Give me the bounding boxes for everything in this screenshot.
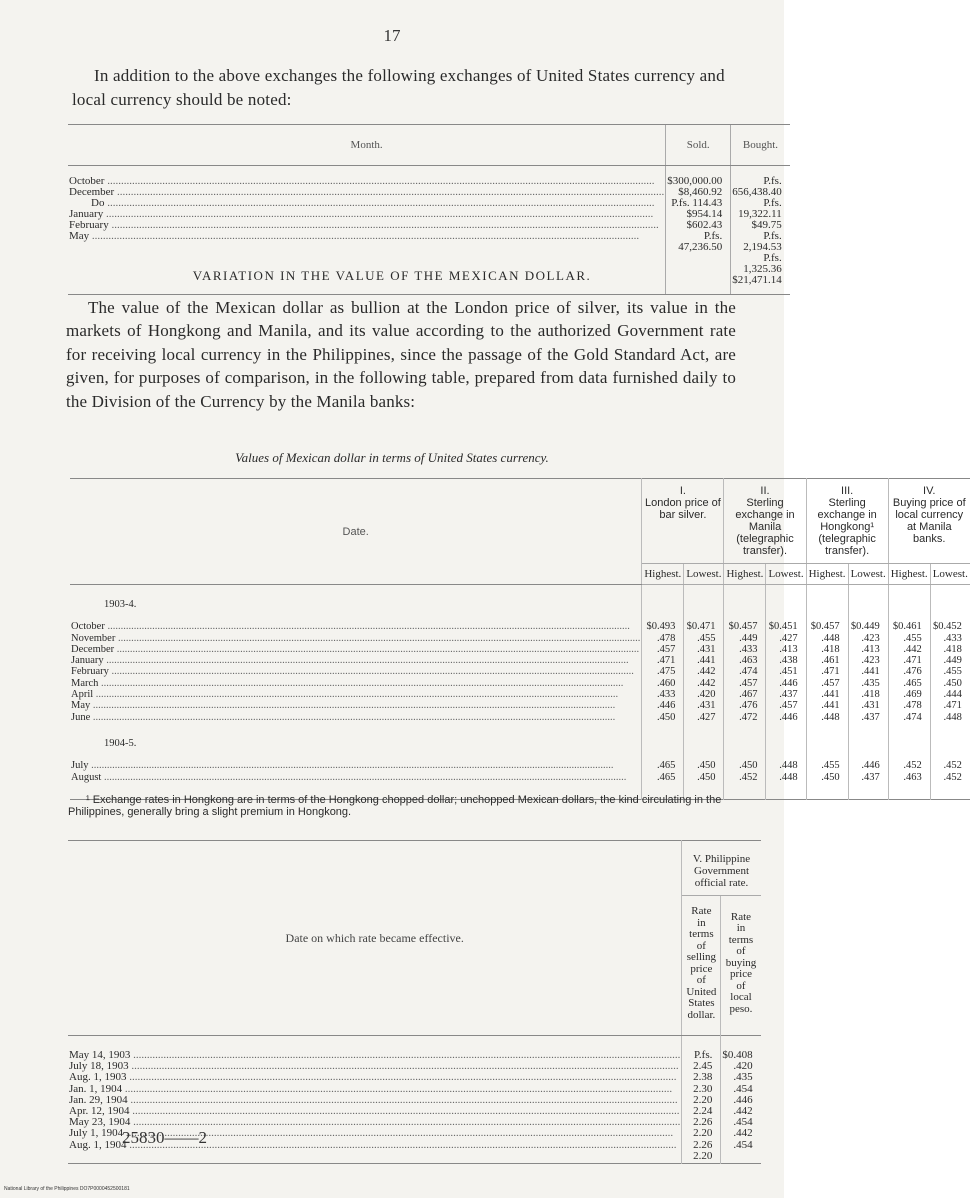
- value-cell: .471: [943, 700, 962, 712]
- group-title: Sterling exchange in Manila (telegraphic transfer).: [735, 497, 795, 557]
- value-cell: .446: [656, 700, 676, 712]
- date-cell: Aug. 1, 1903 .....: [69, 1072, 680, 1083]
- value-cell: .471: [656, 655, 676, 667]
- month-cell: August .....: [71, 772, 640, 783]
- value-column: [806, 620, 848, 724]
- month-cell: July .....: [71, 760, 640, 771]
- value-column: [848, 620, 888, 724]
- group-number: I.: [679, 485, 686, 497]
- sold-cell: P.fs. 114.43: [671, 197, 723, 209]
- value-cell: .450: [943, 677, 962, 689]
- value-cell: .452: [943, 760, 962, 772]
- value-cell: .465: [656, 771, 676, 783]
- sold-cell: P.fs. 47,236.50: [678, 230, 723, 253]
- official-rate-table: [68, 840, 761, 1164]
- month-cell: May .....: [71, 700, 640, 711]
- rate-cell: .442: [733, 1105, 753, 1118]
- month-cell: December .....: [71, 644, 640, 655]
- rate-cell: .435: [733, 1071, 753, 1084]
- value-cell: .418: [821, 643, 840, 655]
- value-cell: .442: [697, 677, 716, 689]
- value-cell: .433: [739, 643, 758, 655]
- month-cell: February .....: [71, 666, 640, 677]
- archive-footer: National Library of the Philippines DO7P0000452500181: [4, 1186, 130, 1192]
- value-cell: $0.457: [810, 621, 840, 633]
- signature-mark: 25830——2: [122, 1128, 207, 1147]
- value-cell: .450: [697, 760, 716, 772]
- value-cell: .433: [943, 632, 962, 644]
- sold-cell: $954.14: [686, 208, 723, 220]
- value-cell: .452: [943, 771, 962, 783]
- footnote: ¹ Exchange rates in Hongkong are in terms of the Hongkong chopped dollar; unchopped Mexican dollars, the kind circulating in the Philippines, generally bring a slight premium in Hongkong.: [68, 794, 722, 818]
- value-column: [766, 759, 806, 799]
- body-paragraph: The value of the Mexican dollar as bullion at the London price of silver, its value in the markets of Hongkong and Manila, and its value according to the authorized Government rate for receiving local currency in the Philippines, since the passage of the Gold Standard Act, are given, for purposes of comparison, in the following table, prepared from data furnished daily to the Division of the Currency by the Manila banks:: [66, 298, 736, 411]
- value-cell: $0.457: [728, 621, 758, 633]
- value-cell: $0.493: [646, 621, 676, 633]
- value-cell: .457: [821, 677, 840, 689]
- value-cell: .420: [697, 689, 716, 701]
- value-cell: .448: [779, 771, 798, 783]
- bought-cell: P.fs. 2,194.53: [743, 230, 782, 253]
- buying-rate-column: [721, 1036, 761, 1164]
- value-cell: .442: [697, 666, 716, 678]
- intro-paragraph: In addition to the above exchanges the following exchanges of United States currency and local currency should be noted:: [72, 66, 725, 109]
- value-cell: .449: [943, 655, 962, 667]
- group-title: Buying price of local currency at Manila banks.: [892, 497, 966, 545]
- rate-cell: 2.20: [693, 1127, 713, 1140]
- month-cell: Do .....: [69, 198, 664, 209]
- value-cell: .444: [943, 689, 962, 701]
- value-cell: .450: [821, 771, 840, 783]
- month-cell: December .....: [69, 187, 664, 198]
- date-cell: July 1, 1904 .....: [69, 1128, 680, 1139]
- value-cell: .463: [903, 771, 922, 783]
- value-column: [888, 759, 930, 799]
- value-cell: .446: [861, 760, 880, 772]
- month-header: Month.: [68, 125, 666, 166]
- bought-cell: P.fs. 1,325.36: [743, 252, 782, 275]
- value-cell: .423: [861, 655, 880, 667]
- value-cell: .469: [903, 689, 922, 701]
- value-cell: .465: [903, 677, 922, 689]
- rate-cell: 2.26: [693, 1116, 713, 1129]
- rate-cell: $0.408: [722, 1049, 753, 1061]
- highest-header: Highest.: [806, 564, 848, 585]
- bought-cell: P.fs. 656,438.40: [732, 175, 782, 198]
- rate-cell: .454: [733, 1082, 753, 1095]
- month-cell: October .....: [71, 621, 640, 632]
- value-cell: .413: [779, 643, 798, 655]
- rate-cell: 2.20: [693, 1093, 713, 1106]
- value-cell: .452: [903, 760, 922, 772]
- group-number: II.: [760, 485, 770, 497]
- date-cell: Jan. 29, 1904 .....: [69, 1095, 680, 1106]
- value-cell: .441: [861, 666, 880, 678]
- value-cell: .413: [861, 643, 880, 655]
- value-cell: .448: [821, 711, 840, 723]
- rate-cell: 2.24: [693, 1105, 713, 1118]
- value-cell: .471: [903, 655, 922, 667]
- value-cell: .448: [943, 711, 962, 723]
- date-cell: Apr. 12, 1904 .....: [69, 1106, 680, 1117]
- group-number: III.: [841, 485, 854, 497]
- value-column: [806, 759, 848, 799]
- bought-cell: $49.75: [751, 219, 782, 231]
- highest-header: Highest.: [724, 564, 766, 585]
- lowest-header: Lowest.: [766, 564, 806, 585]
- value-cell: .478: [656, 632, 676, 644]
- effective-date-header: Date on which rate became effective.: [68, 841, 682, 1036]
- lowest-header: Lowest.: [684, 564, 724, 585]
- page-number: 17: [383, 26, 401, 45]
- sold-cell: $300,000.00: [667, 175, 723, 187]
- value-cell: .475: [656, 666, 676, 678]
- value-column: [684, 620, 724, 724]
- value-column: [930, 759, 970, 799]
- month-cell: February .....: [69, 220, 664, 231]
- value-cell: .450: [656, 711, 676, 723]
- group-header: [724, 479, 806, 564]
- value-column: [888, 620, 930, 724]
- value-cell: .450: [697, 771, 716, 783]
- month-cell: April .....: [71, 689, 640, 700]
- month-cell: January .....: [69, 209, 664, 220]
- selling-rate-header: Rate in terms of selling price of United States dollar.: [682, 896, 721, 1036]
- lowest-header: Lowest.: [848, 564, 888, 585]
- value-cell: .446: [779, 711, 798, 723]
- month-cell: October .....: [69, 176, 664, 187]
- year-label: 1903-4.: [70, 585, 642, 621]
- value-cell: .437: [861, 771, 880, 783]
- value-cell: .455: [821, 760, 840, 772]
- rate-cell: .446: [733, 1093, 753, 1106]
- value-cell: .455: [943, 666, 962, 678]
- rate-cell: .454: [733, 1116, 753, 1129]
- highest-header: Highest.: [888, 564, 930, 585]
- month-cell: January .....: [71, 655, 640, 666]
- value-cell: .452: [739, 771, 758, 783]
- value-cell: .457: [656, 643, 676, 655]
- rate-cell: .454: [733, 1138, 753, 1151]
- date-cell: July 18, 1903 .....: [69, 1061, 680, 1072]
- value-cell: .476: [903, 666, 922, 678]
- value-cell: .442: [903, 643, 922, 655]
- value-cell: .433: [656, 689, 676, 701]
- value-cell: .455: [903, 632, 922, 644]
- value-cell: .437: [861, 711, 880, 723]
- rate-cell: P.fs. 2.45: [693, 1049, 713, 1073]
- value-cell: .441: [697, 655, 716, 667]
- value-cell: $0.452: [932, 621, 962, 633]
- value-cell: .460: [656, 677, 676, 689]
- value-cell: .474: [739, 666, 758, 678]
- lowest-header: Lowest.: [930, 564, 970, 585]
- value-column: [848, 759, 888, 799]
- group-number: IV.: [923, 485, 936, 497]
- section-heading: VARIATION IN THE VALUE OF THE MEXICAN DOLLAR.: [192, 268, 592, 283]
- rate-cell: 2.20: [693, 1149, 713, 1162]
- value-cell: .437: [779, 689, 798, 701]
- value-cell: .474: [903, 711, 922, 723]
- bought-cell: $21,471.14: [732, 274, 782, 286]
- value-cell: .471: [821, 666, 840, 678]
- bought-header: Bought.: [731, 125, 790, 166]
- official-rate-header: V. Philippine Government official rate.: [682, 841, 761, 896]
- value-cell: .457: [779, 700, 798, 712]
- rate-cell: 2.26: [693, 1138, 713, 1151]
- month-column: [70, 620, 642, 724]
- value-cell: .423: [861, 632, 880, 644]
- date-cell: May 14, 1903 .....: [69, 1050, 680, 1061]
- group-title: London price of bar silver.: [644, 497, 721, 521]
- value-cell: .465: [656, 760, 676, 772]
- group-header: [642, 479, 724, 564]
- buying-rate-header: Rate in terms of buying price of local peso.: [725, 910, 757, 1015]
- month-cell: June .....: [71, 712, 640, 723]
- date-cell: Aug. 1, 1904 .....: [69, 1140, 680, 1151]
- bought-cell: P.fs. 19,322.11: [738, 197, 782, 220]
- rate-cell: 2.38: [693, 1071, 713, 1084]
- date-cell: May 23, 1904 .....: [69, 1117, 680, 1128]
- value-cell: .455: [697, 632, 716, 644]
- group-header: [806, 479, 888, 564]
- group-title: Sterling exchange in Hongkong¹ (telegraphic transfer).: [817, 497, 877, 557]
- value-cell: .476: [739, 700, 758, 712]
- table-caption: Values of Mexican dollar in terms of United States currency.: [235, 450, 549, 465]
- value-cell: .448: [779, 760, 798, 772]
- date-header: Date.: [70, 479, 642, 585]
- rate-cell: .420: [733, 1060, 753, 1073]
- value-cell: .450: [739, 760, 758, 772]
- value-cell: .461: [821, 655, 840, 667]
- value-column: [642, 620, 684, 724]
- value-cell: .451: [779, 666, 798, 678]
- month-cell: March .....: [71, 678, 640, 689]
- value-cell: $0.471: [686, 621, 716, 633]
- sold-cell: $8,460.92: [678, 186, 723, 198]
- value-cell: .435: [861, 677, 880, 689]
- value-cell: .463: [739, 655, 758, 667]
- value-cell: .478: [903, 700, 922, 712]
- value-cell: .418: [943, 643, 962, 655]
- value-cell: $0.461: [892, 621, 922, 633]
- date-cell: Jan. 1, 1904 .....: [69, 1084, 680, 1095]
- value-cell: .457: [739, 677, 758, 689]
- value-cell: .449: [739, 632, 758, 644]
- year-label: 1904-5.: [70, 724, 642, 759]
- value-cell: .431: [861, 700, 880, 712]
- rate-cell: 2.30: [693, 1082, 713, 1095]
- value-cell: .448: [821, 632, 840, 644]
- sold-cell: $602.43: [686, 219, 723, 231]
- value-cell: .427: [697, 711, 716, 723]
- value-cell: .427: [779, 632, 798, 644]
- value-cell: $0.451: [768, 621, 798, 633]
- value-cell: $0.449: [850, 621, 880, 633]
- value-cell: .441: [821, 700, 840, 712]
- value-cell: .467: [739, 689, 758, 701]
- value-cell: .438: [779, 655, 798, 667]
- rate-cell: .442: [733, 1127, 753, 1140]
- value-cell: .431: [697, 643, 716, 655]
- value-cell: .431: [697, 700, 716, 712]
- value-cell: .472: [739, 711, 758, 723]
- month-cell: November .....: [71, 633, 640, 644]
- sold-header: Sold.: [666, 125, 731, 166]
- value-cell: .446: [779, 677, 798, 689]
- value-column: [930, 620, 970, 724]
- value-cell: .418: [861, 689, 880, 701]
- highest-header: Highest.: [642, 564, 684, 585]
- selling-rate-column: [682, 1036, 721, 1164]
- value-column: [724, 620, 766, 724]
- value-column: [766, 620, 806, 724]
- mexican-dollar-table: [70, 478, 970, 800]
- value-cell: .441: [821, 689, 840, 701]
- month-cell: May .....: [69, 231, 664, 242]
- group-header: [888, 479, 970, 564]
